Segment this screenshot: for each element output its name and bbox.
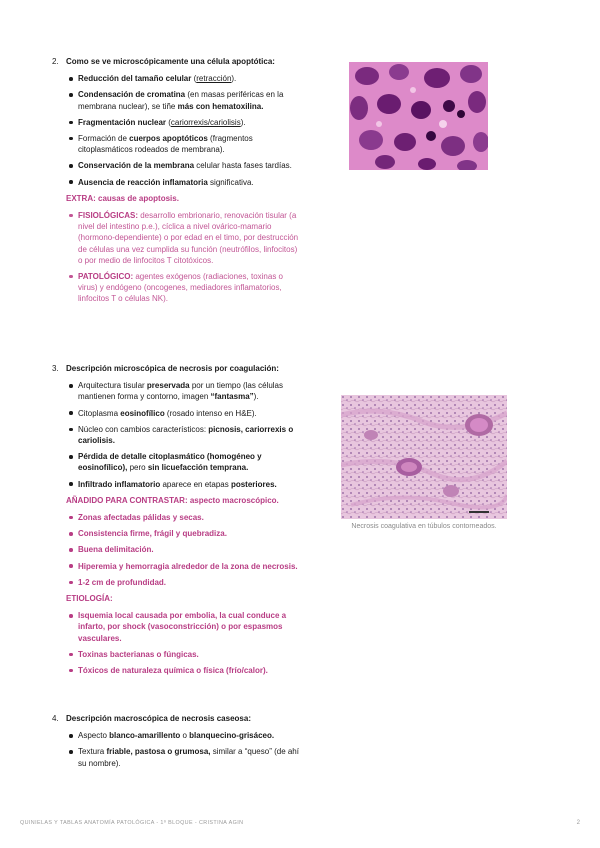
etiology-list [52,610,302,676]
list-item: Consistencia firme, frágil y quebradiza. [78,528,302,539]
list-item: Fragmentación nuclear (cariorrexis/cariolisis). [78,117,302,128]
list-item: Núcleo con cambios característicos: picnosis, cariorrexis o cariolisis. [78,424,302,446]
apoptosis-micrograph [349,62,488,170]
bullet-list [52,380,302,490]
list-item: Hiperemia y hemorragia alrededor de la zona de necrosis. [78,561,302,572]
list-item: Infiltrado inflamatorio aparece en etapas posteriores. [78,479,302,490]
necrosis-micrograph [341,395,507,519]
question-text: Descripción macroscópica de necrosis caseosa: [66,714,251,723]
bullet-list [52,73,302,188]
list-item: Tóxicos de naturaleza química o física (frío/calor). [78,665,302,676]
section-coagulative-necrosis [52,363,302,681]
question-title [52,713,302,724]
extra-heading: EXTRA: causas de apoptosis. [66,193,179,203]
list-item: Arquitectura tisular preservada por un tiempo (las células mantienen forma y contorno, imagen “fantasma”). [78,380,302,402]
list-item: Conservación de la membrana celular hasta fases tardías. [78,160,302,171]
page-number: 2 [576,820,580,826]
question-text: Como se ve microscópicamente una célula apoptótica: [66,57,275,66]
added-heading: AÑADIDO PARA CONTRASTAR: aspecto macroscópico. [66,495,279,505]
extra-list [52,210,302,305]
macroscopic-list [52,512,302,588]
page-footer: QUINIELAS Y TABLAS ANATOMÍA PATOLÓGICA - 1º BLOQUE - CRISTINA AGIN [20,820,244,826]
list-item: Aspecto blanco-amarillento o blanquecino-grisáceo. [78,730,302,741]
list-item: Toxinas bacterianas o fúngicas. [78,649,302,660]
question-number: 2. [52,57,59,66]
question-title [52,56,302,67]
list-item: FISIOLÓGICAS: desarrollo embrionario, renovación tisular (a nivel del intestino p.e.), cíclica a nivel ovárico-mamario (hormono-dependiente) o por edad en el timo, por destrucción de células una vez cumplida su función (neutrófilos, linfocitos) o por medio de linfocitos T citotóxicos. [78,210,302,266]
question-text: Descripción microscópica de necrosis por coagulación: [66,364,279,373]
list-item: Pérdida de detalle citoplasmático (homogéneo y eosinofílico), pero sin licuefacción temprana. [78,451,302,473]
question-title [52,363,302,374]
list-item: PATOLÓGICO: agentes exógenos (radiaciones, toxinas o virus) y endógeno (oncogenes, mediadores inflamatorios, linfocitos T o células NK). [78,271,302,305]
list-item: Zonas afectadas pálidas y secas. [78,512,302,523]
list-item: Formación de cuerpos apoptóticos (fragmentos citoplasmáticos rodeados de membrana). [78,133,302,155]
section-apoptosis [52,56,302,310]
list-item: 1-2 cm de profundidad. [78,577,302,588]
list-item: Buena delimitación. [78,544,302,555]
question-number: 4. [52,714,59,723]
figure-caption: Necrosis coagulativa en túbulos contorneados. [351,523,497,530]
list-item: Citoplasma eosinofílico (rosado intenso en H&E). [78,408,302,419]
list-item: Ausencia de reacción inflamatoria significativa. [78,177,302,188]
section-caseous-necrosis [52,713,302,774]
question-number: 3. [52,364,59,373]
list-item: Condensación de cromatina (en masas periféricas en la membrana nuclear), se tiñe más con hematoxilina. [78,89,302,111]
list-item: Isquemia local causada por embolia, la cual conduce a infarto, por shock (vasoconstricción) o por espasmos vasculares. [78,610,302,644]
bullet-list [52,730,302,769]
etiology-heading: ETIOLOGÍA: [66,594,113,604]
list-item: Reducción del tamaño celular (retracción). [78,73,302,84]
list-item: Textura friable, pastosa o grumosa, similar a “queso” (de ahí su nombre). [78,746,302,768]
